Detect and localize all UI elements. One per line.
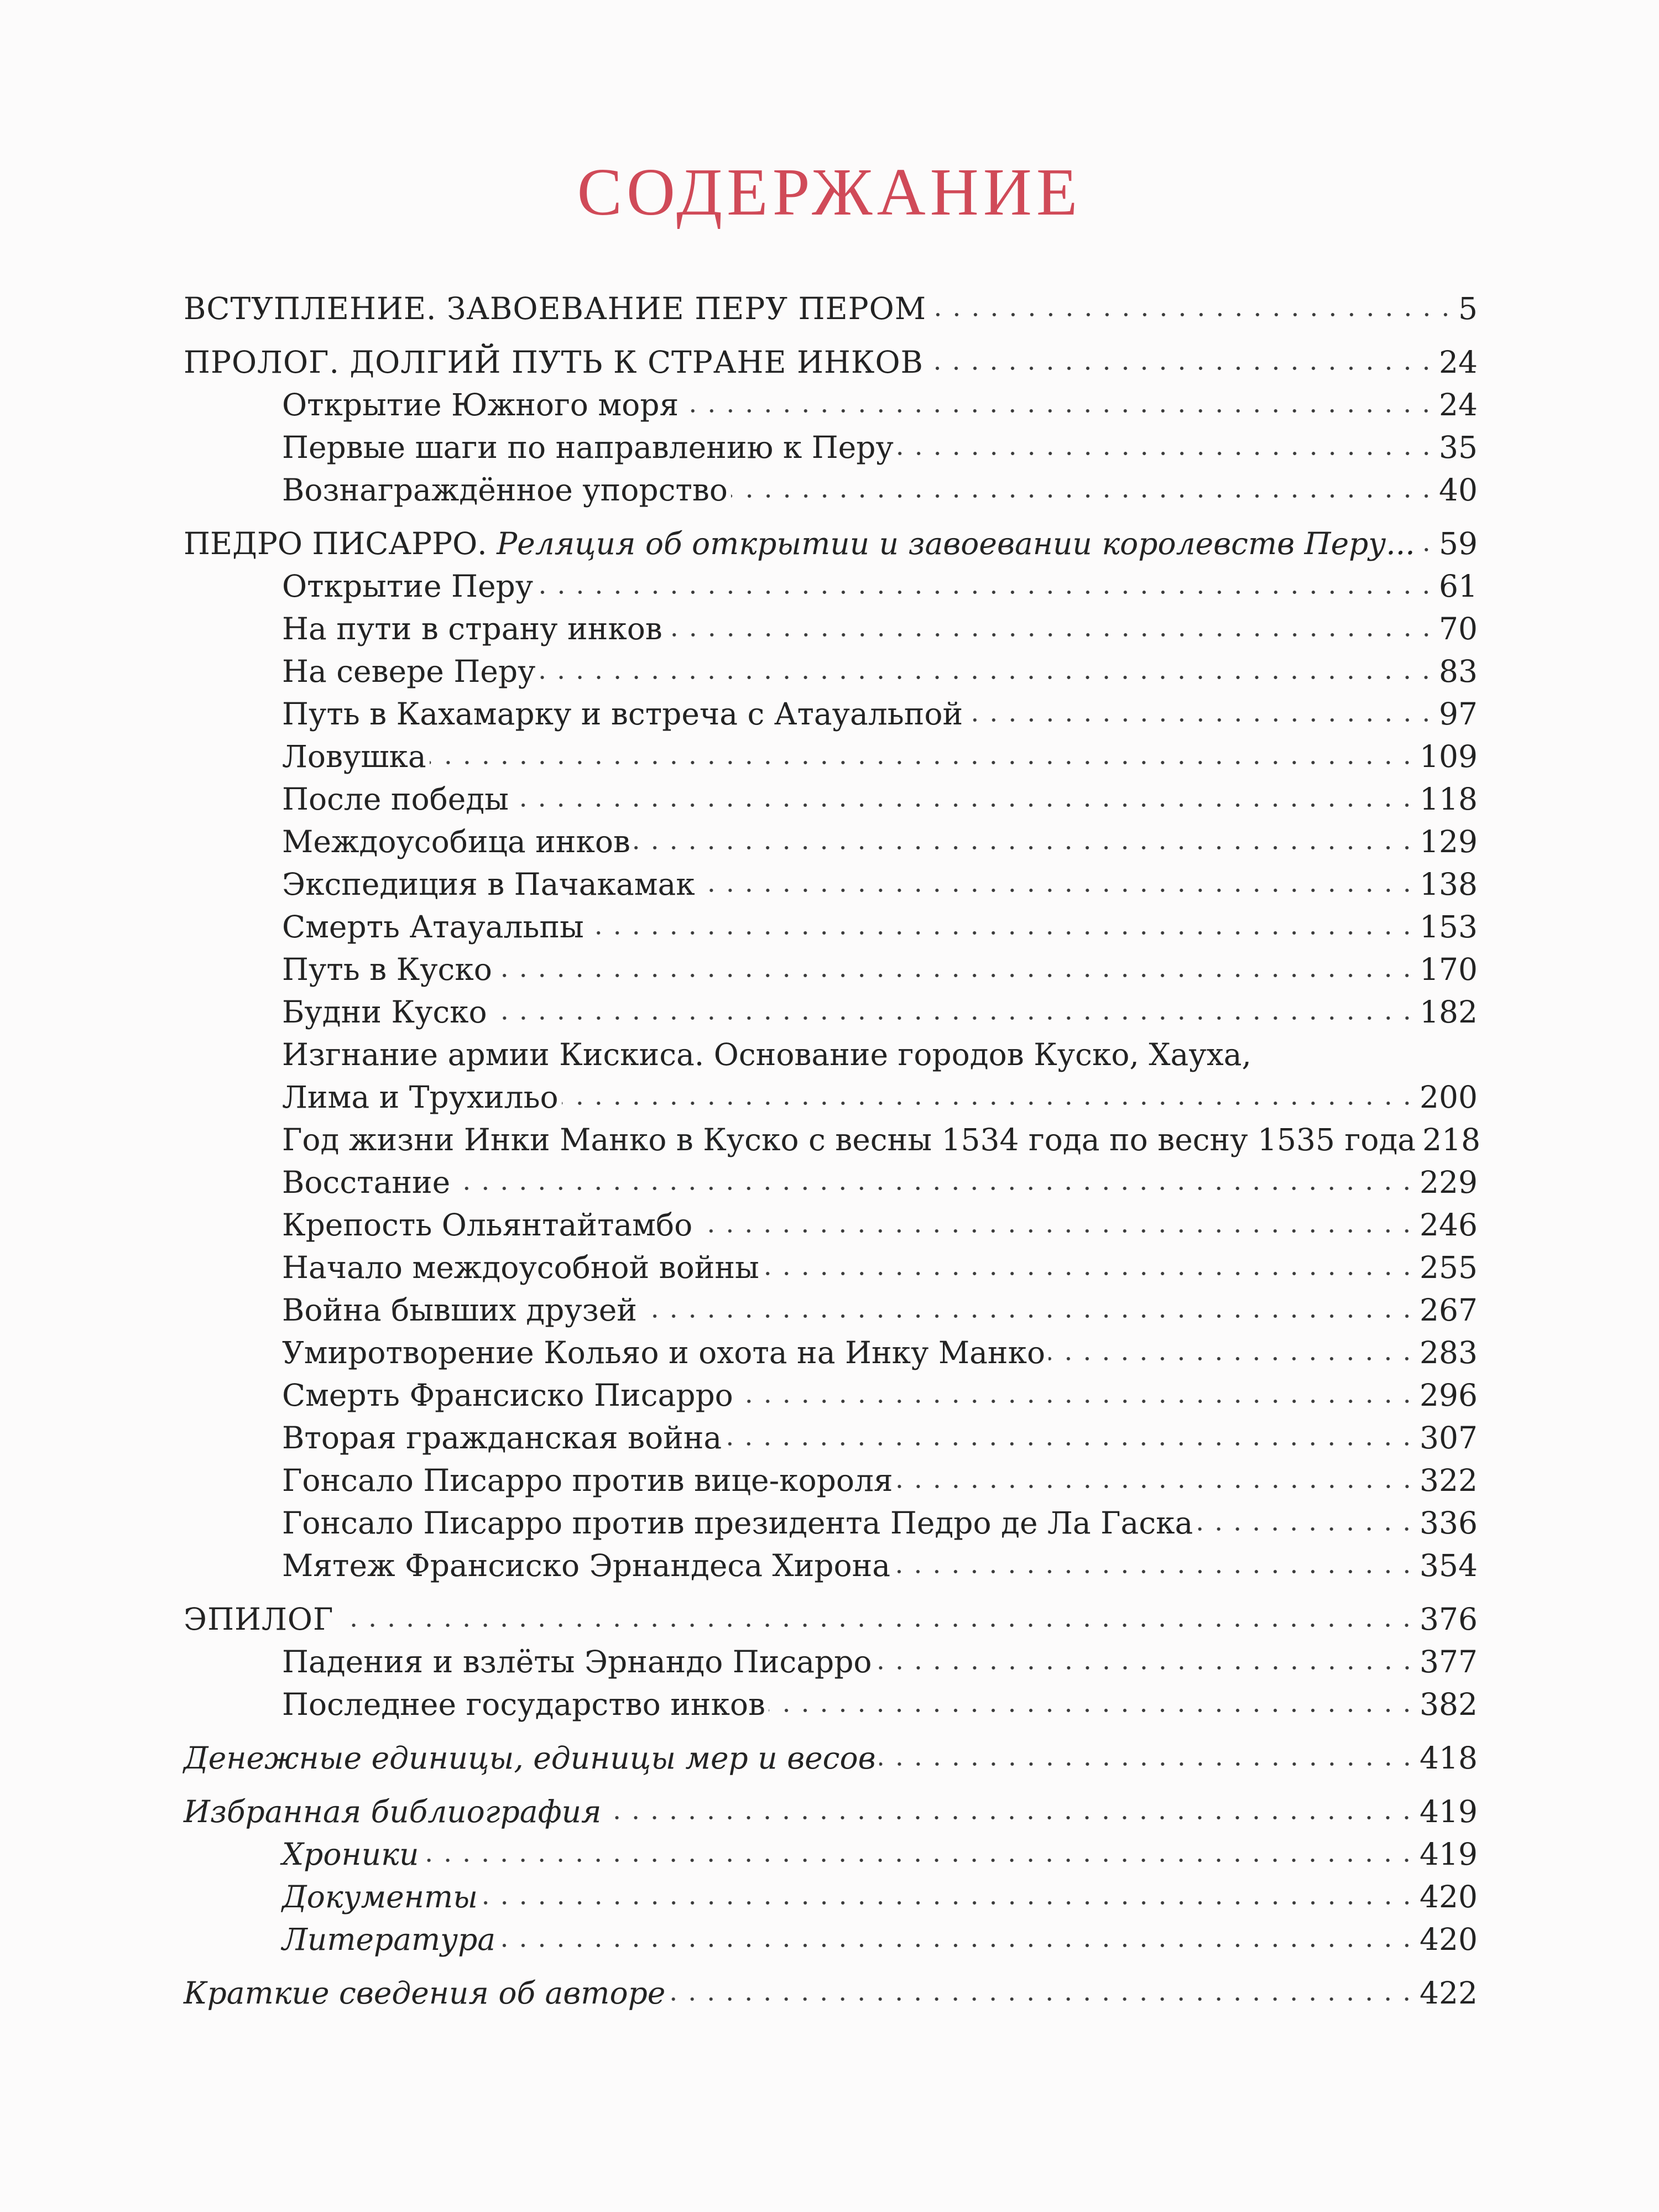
toc-page-number: 138 <box>1420 867 1478 902</box>
toc-subentry <box>184 1119 1481 1161</box>
dot-leader <box>696 1228 1416 1234</box>
toc-entry-label: ПРОЛОГ. ДОЛГИЙ ПУТЬ К СТРАНЕ ИНКОВ <box>184 345 924 380</box>
toc-page-number: 418 <box>1420 1740 1478 1776</box>
toc-subentry <box>184 1502 1478 1545</box>
toc-entry-label: Литература <box>282 1922 496 1957</box>
toc-subentry <box>184 1374 1478 1417</box>
toc-page-number: 420 <box>1420 1879 1478 1914</box>
toc-entry <box>184 1598 1478 1641</box>
toc-page-number: 83 <box>1439 654 1478 689</box>
toc-entry-label: Начало междоусобной войны <box>282 1250 759 1285</box>
toc-subentry <box>184 906 1478 948</box>
dot-leader <box>491 1015 1416 1021</box>
toc-subentry <box>184 693 1478 735</box>
toc-subentry <box>184 1289 1478 1332</box>
toc-subentry <box>184 735 1478 778</box>
dot-leader <box>1048 1355 1416 1362</box>
toc-entry-label: Экспедиция в Пачакамак <box>282 867 695 902</box>
toc-page-number: 322 <box>1420 1463 1478 1498</box>
toc-subentry <box>184 1641 1478 1683</box>
dot-leader <box>1196 1526 1416 1532</box>
toc-entry-label: Вознаграждённое упорство <box>282 472 728 508</box>
dot-leader <box>499 1942 1416 1949</box>
toc-entry-label: Изгнание армии Кискиса. Основание городов Куско, Хауха, <box>282 1037 1251 1072</box>
toc-page-number: 296 <box>1420 1378 1478 1413</box>
toc-subentry <box>184 1161 1478 1204</box>
toc-entry-label: На пути в страну инков <box>282 611 662 646</box>
toc-page-number: 40 <box>1439 472 1478 508</box>
toc-entry-label: Смерть Атауальпы <box>282 909 584 945</box>
toc-entry-label: Умиротворение Кольяо и охота на Инку Манко <box>282 1335 1046 1370</box>
toc-entry-label: Восстание <box>282 1165 451 1200</box>
toc-page-number: 35 <box>1439 430 1478 465</box>
toc-entry-label: ВСТУПЛЕНИЕ. ЗАВОЕВАНИЕ ПЕРУ ПЕРОМ <box>184 291 927 326</box>
dot-leader <box>562 1100 1416 1107</box>
toc-page-number: 283 <box>1420 1335 1478 1370</box>
toc-subentry <box>184 821 1478 863</box>
page-title: СОДЕРЖАНИЕ <box>577 155 1082 229</box>
toc-entry-label: Смерть Франсиско Писарро <box>282 1378 733 1413</box>
dot-leader <box>966 717 1436 723</box>
toc-page-number: 422 <box>1420 1975 1478 2011</box>
dot-leader <box>725 1441 1416 1447</box>
toc-subentry <box>184 1034 1478 1076</box>
toc-page-number: 24 <box>1439 345 1478 380</box>
toc-entry-label: Краткие сведения об авторе <box>184 1975 666 2011</box>
toc-entry-label <box>184 523 1415 565</box>
dot-leader <box>930 311 1455 318</box>
toc-page-number: 218 <box>1422 1122 1481 1157</box>
toc-page-number: 118 <box>1420 781 1478 817</box>
table-of-contents <box>184 288 1481 2015</box>
toc-entry <box>184 1972 1478 2015</box>
dot-leader <box>879 1761 1416 1767</box>
toc-page-number: 170 <box>1420 952 1478 987</box>
toc-entry-label: Первые шаги по направлению к Перу <box>282 430 894 465</box>
toc-entry-label: Ловушка <box>282 739 426 774</box>
toc-page-number: 420 <box>1420 1922 1478 1957</box>
toc-subentry <box>184 1204 1478 1246</box>
toc-page-number: 246 <box>1420 1207 1478 1243</box>
toc-page-number: 97 <box>1439 696 1478 732</box>
dot-leader <box>896 1483 1416 1490</box>
toc-subentry <box>184 1417 1478 1459</box>
toc-entry-label: Междоусобица инков <box>282 824 630 859</box>
toc-page-number: 24 <box>1439 387 1478 422</box>
toc-entry-label: Последнее государство инков <box>282 1687 765 1722</box>
dot-leader <box>731 493 1436 499</box>
toc-entry-label: Документы <box>282 1879 478 1914</box>
toc-entry-label: Хроники <box>282 1837 419 1872</box>
toc-subentry <box>184 384 1478 426</box>
dot-leader <box>640 1313 1416 1319</box>
toc-work-title: Реляция об открытии и завоевании королевств Перу... <box>497 526 1415 561</box>
toc-entry-label: Падения и взлёты Эрнандо Писарро <box>282 1644 872 1679</box>
toc-entry-label: Крепость Ольянтайтамбо <box>282 1207 693 1243</box>
toc-page-number: 70 <box>1439 611 1478 646</box>
toc-entry <box>184 523 1478 565</box>
dot-leader <box>430 759 1416 766</box>
toc-entry-label: Гонсало Писарро против вице-короля <box>282 1463 893 1498</box>
toc-subentry <box>184 1545 1478 1587</box>
toc-entry-label: Открытие Южного моря <box>282 387 679 422</box>
toc-entry <box>184 341 1478 384</box>
toc-entry-label: Избранная библиография <box>184 1794 602 1829</box>
toc-page-number: 255 <box>1420 1250 1478 1285</box>
toc-entry-label: Открытие Перу <box>282 568 534 604</box>
toc-entry <box>184 1737 1478 1780</box>
toc-page-number: 5 <box>1458 291 1478 326</box>
dot-leader <box>927 365 1436 372</box>
toc-author-name: ПЕДРО ПИСАРРО. <box>184 526 487 561</box>
toc-page-number: 59 <box>1439 526 1478 561</box>
dot-leader <box>698 887 1416 894</box>
toc-subentry <box>184 1459 1478 1502</box>
toc-subentry <box>184 469 1478 512</box>
dot-leader <box>587 930 1416 936</box>
toc-entry <box>184 1791 1478 1833</box>
dot-leader <box>763 1270 1416 1277</box>
dot-leader <box>453 1185 1416 1192</box>
toc-subentry <box>184 426 1478 469</box>
toc-page-number: 376 <box>1420 1601 1478 1637</box>
toc-subentry <box>184 948 1478 991</box>
toc-subentry <box>184 1683 1478 1726</box>
dot-leader <box>894 1568 1416 1575</box>
toc-page-number: 267 <box>1420 1292 1478 1328</box>
toc-entry-label: Год жизни Инки Манко в Куско с весны 1534 года по весну 1535 года <box>282 1122 1416 1157</box>
toc-entry-label: Лима и Трухильо <box>282 1079 559 1115</box>
toc-page-number: 419 <box>1420 1837 1478 1872</box>
dot-leader <box>337 1622 1416 1629</box>
dot-leader <box>769 1707 1416 1714</box>
dot-leader <box>495 972 1416 979</box>
toc-page-number: 61 <box>1439 568 1478 604</box>
dot-leader <box>737 1398 1416 1405</box>
toc-subentry <box>184 608 1478 650</box>
dot-leader <box>682 408 1436 414</box>
toc-page-number: 419 <box>1420 1794 1478 1829</box>
toc-entry-label: Денежные единицы, единицы мер и весов <box>184 1740 876 1776</box>
toc-subentry <box>184 1918 1478 1961</box>
toc-page-number: 229 <box>1420 1165 1478 1200</box>
dot-leader <box>1418 546 1436 553</box>
dot-leader <box>512 802 1416 808</box>
toc-entry-label: ЭПИЛОГ <box>184 1601 334 1637</box>
toc-page-number: 153 <box>1420 909 1478 945</box>
dot-leader <box>669 1996 1416 2002</box>
toc-subentry <box>184 991 1478 1034</box>
dot-leader <box>875 1665 1416 1671</box>
toc-entry-label: Будни Куско <box>282 994 487 1030</box>
toc-entry-label: Путь в Куско <box>282 952 492 987</box>
toc-page-number: 182 <box>1420 994 1478 1030</box>
toc-entry-label: Гонсало Писарро против президента Педро де Ла Гаска <box>282 1505 1193 1541</box>
toc-entry-label: Вторая гражданская война <box>282 1420 722 1455</box>
toc-subentry-continuation <box>184 1076 1478 1119</box>
toc-subentry <box>184 1876 1478 1918</box>
toc-entry-label: На севере Перу <box>282 654 536 689</box>
dot-leader <box>422 1857 1416 1864</box>
toc-subentry <box>184 863 1478 906</box>
toc-subentry <box>184 1833 1478 1876</box>
toc-entry <box>184 288 1478 330</box>
toc-subentry <box>184 650 1478 693</box>
dot-leader <box>666 632 1436 638</box>
toc-entry-label: Война бывших друзей <box>282 1292 637 1328</box>
toc-page-number: 382 <box>1420 1687 1478 1722</box>
dot-leader <box>897 450 1436 457</box>
dot-leader <box>634 844 1416 851</box>
toc-page-number: 336 <box>1420 1505 1478 1541</box>
toc-subentry <box>184 1332 1478 1374</box>
dot-leader <box>536 589 1436 596</box>
toc-page-number: 129 <box>1420 824 1478 859</box>
dot-leader <box>481 1900 1416 1906</box>
toc-subentry <box>184 565 1478 608</box>
dot-leader <box>539 674 1436 681</box>
toc-subentry <box>184 1246 1478 1289</box>
toc-page-number: 377 <box>1420 1644 1478 1679</box>
toc-page-number: 200 <box>1420 1079 1478 1115</box>
dot-leader <box>604 1814 1416 1821</box>
toc-entry-label: Мятеж Франсиско Эрнандеса Хирона <box>282 1548 891 1583</box>
toc-entry-label: После победы <box>282 781 509 817</box>
toc-page-number: 354 <box>1420 1548 1478 1583</box>
toc-entry-label: Путь в Кахамарку и встреча с Атауальпой <box>282 696 963 732</box>
toc-subentry <box>184 778 1478 821</box>
toc-page-number: 307 <box>1420 1420 1478 1455</box>
toc-page-number: 109 <box>1420 739 1478 774</box>
